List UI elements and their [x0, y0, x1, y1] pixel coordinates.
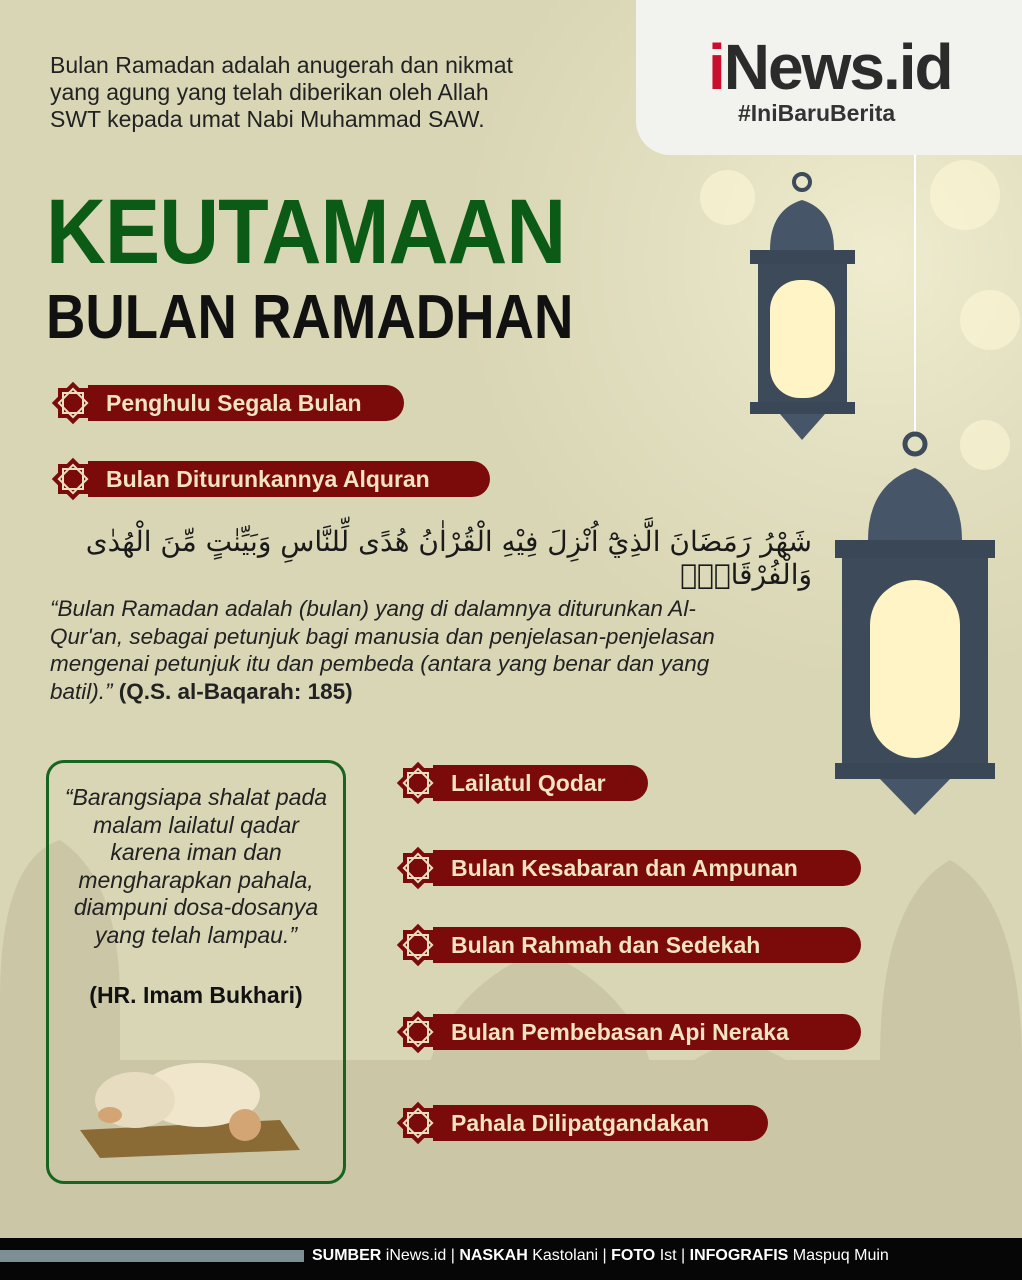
benefit-item — [433, 927, 861, 963]
benefit-label: Lailatul Qodar — [451, 770, 606, 796]
benefit-label: Bulan Diturunkannya Alquran — [106, 466, 430, 492]
benefit-item — [433, 1014, 861, 1050]
praying-man-illustration — [80, 1040, 310, 1160]
octagram-icon — [393, 758, 443, 808]
hadith-text: “Barangsiapa shalat pada malam lailatul qadar karena iman dan mengharapkan pahala, diampuni dosa-dosanya yang telah lampau.” — [64, 784, 328, 948]
octagram-icon — [393, 1098, 443, 1148]
benefit-item — [433, 765, 648, 801]
lantern-small — [740, 170, 865, 450]
benefit-label: Bulan Rahmah dan Sedekah — [451, 932, 761, 958]
benefit-item — [433, 1105, 768, 1141]
benefit-item — [88, 385, 404, 421]
verse-translation: “Bulan Ramadan adalah (bulan) yang di dalamnya diturunkan Al-Qur'an, sebagai petunjuk bagi manusia dan penjelasan-penjelasan mengenai petunjuk itu dan pembeda (antara yang benar dan yang batil).” (Q.S. al-Baqarah: 185) — [50, 596, 715, 704]
octagram-icon — [48, 454, 98, 504]
octagram-icon — [393, 843, 443, 893]
title-line2: BULAN RAMADHAN — [46, 283, 574, 352]
lantern-large — [830, 430, 1000, 830]
benefit-item — [433, 850, 861, 886]
octagram-icon — [393, 920, 443, 970]
title-line1: KEUTAMAAN — [46, 181, 566, 283]
footer-accent — [0, 1250, 304, 1262]
inews-logo: iNews.id — [708, 31, 952, 103]
quran-verse-arabic: شَهْرُ رَمَضَانَ الَّذِيْٓ اُنْزِلَ فِيْهِ الْقُرْاٰنُ هُدًى لِّلنَّاسِ وَبَيِّنٰتٍ مِّنَ الْهُدٰى وَالْفُرْقَانِۚ — [85, 525, 812, 591]
intro-text: Bulan Ramadan adalah anugerah dan nikmat yang agung yang telah diberikan oleh Allah SWT kepada umat Nabi Muhammad SAW. — [50, 52, 513, 132]
credits: SUMBER iNews.id | NASKAH Kastolani | FOTO Ist | INFOGRAFIS Maspuq Muin — [312, 1247, 889, 1264]
benefit-label: Pahala Dilipatgandakan — [451, 1110, 710, 1136]
verse-source: (Q.S. al-Baqarah: 185) — [118, 678, 353, 704]
octagram-icon — [48, 378, 98, 428]
benefit-label: Bulan Pembebasan Api Neraka — [451, 1019, 789, 1045]
benefit-label: Bulan Kesabaran dan Ampunan — [451, 855, 798, 881]
benefit-item — [88, 461, 490, 497]
octagram-icon — [393, 1007, 443, 1057]
hadith-source: (HR. Imam Bukhari) — [89, 982, 303, 1008]
lantern-chain — [914, 155, 916, 435]
benefit-label: Penghulu Segala Bulan — [106, 390, 362, 416]
tagline: #IniBaruBerita — [738, 100, 896, 126]
